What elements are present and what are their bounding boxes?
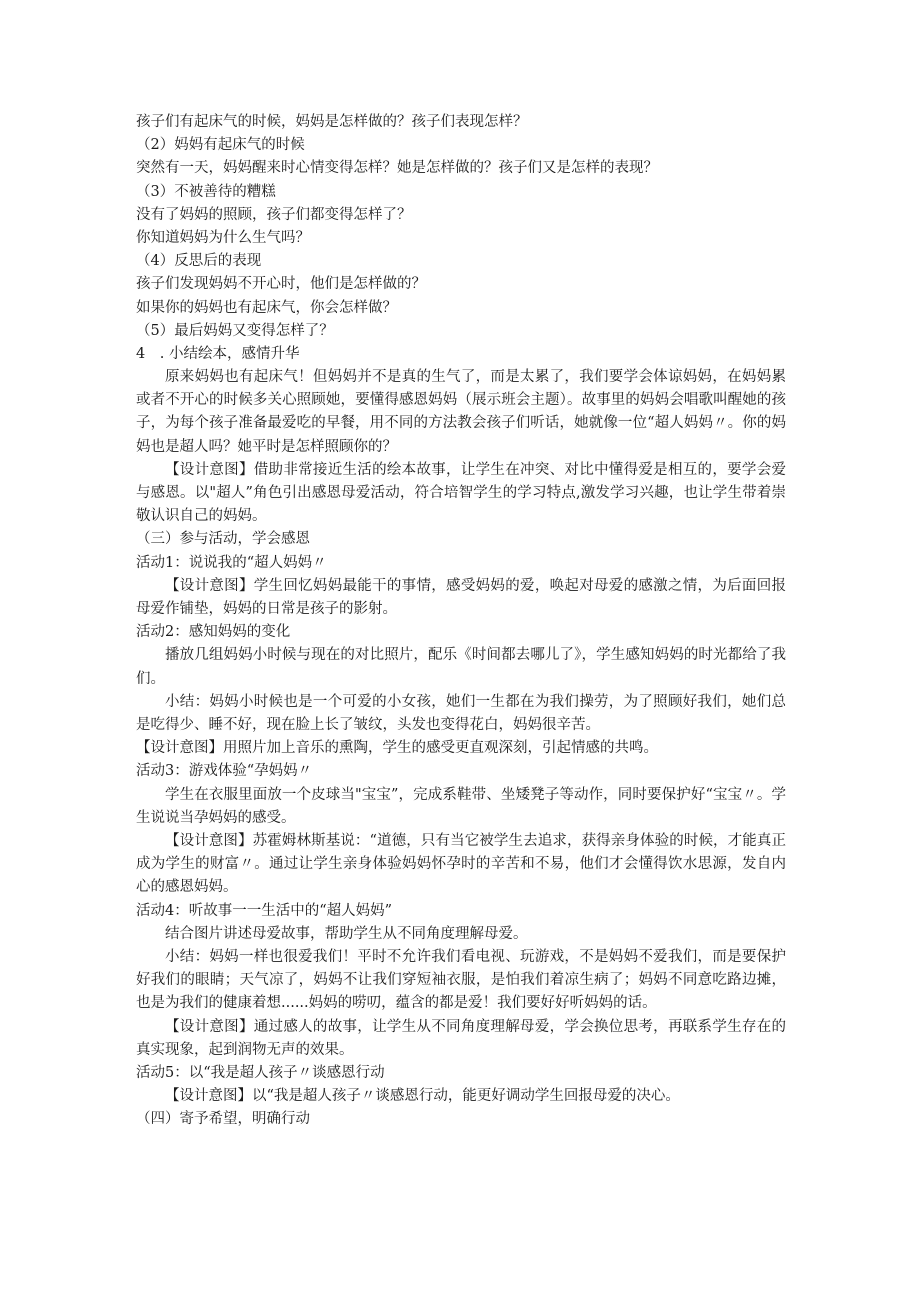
activity-heading: 活动2：感知妈妈的变化 [136,624,291,641]
design-intent-paragraph: 【设计意图】学生回忆妈妈最能干的事情，感受妈妈的爱，唤起对母爱的感激之情，为后面回报母爱作铺垫，妈妈的日常是孩子的影射。 [136,577,786,618]
section-heading: （四）寄予希望，明确行动 [136,1111,310,1128]
paragraph: 学生在衣服里面放一个皮球当"宝宝”，完成系鞋带、坐矮凳子等动作，同时要保护好“宝宝〃。学生说说当孕妈妈的感受。 [136,786,786,826]
text-line: 如果你的妈妈也有起床气，你会怎样做？ [136,299,397,316]
subheading: （4）反思后的表现 [136,253,262,270]
text-line: 突然有一天，妈妈醒来时心情变得怎样？她是怎样做的？孩子们又是怎样的表现？ [136,160,658,177]
design-intent-paragraph: 【设计意图】用照片加上音乐的熏陶，学生的感受更直观深刻，引起情感的共鸣。 [136,740,658,757]
design-intent-paragraph: 【设计意图】通过感人的故事，让学生从不同角度理解母爱，学会换位思考，再联系学生存在的真实现象，起到润物无声的效果。 [136,1018,786,1058]
summary-paragraph: 小结：妈妈小时候也是一个可爱的小女孩，她们一生都在为我们操劳，为了照顾好我们，她们总是吃得少、睡不好，现在脸上长了皱纹，头发也变得花白，妈妈很辛苦。 [136,693,786,734]
subheading: （2）妈妈有起床气的时候 [136,137,305,154]
paragraph-summary: 原来妈妈也有起床气！但妈妈并不是真的生气了，而是太累了，我们要学会体谅妈妈，在妈妈累或者不开心的时候多关心照顾她，要懂得感恩妈妈（展示班会主题）。故事里的妈妈会唱歌叫醒她的孩子，为每个孩子准备最爱吃的早餐，用不同的方法教会孩子们听话，她就像一位“超人妈妈〃。你的妈妈也是超人吗？她平时是怎样照顾你的？ [136,369,786,455]
section-heading: （三）参与活动，学会感恩 [136,531,310,548]
subheading: （5）最后妈妈又变得怎样了？ [136,322,334,339]
summary-paragraph: 小结：妈妈一样也很爱我们！平时不允许我们看电视、玩游戏，不是妈妈不爱我们，而是要保护好我们的眼睛；天气凉了，妈妈不让我们穿短袖衣服，是怕我们着凉生病了；妈妈不同意吃路边摊，也是为我们的健康着想......妈妈的唠叨，蕴含的都是爱！我们要好好听妈妈的话。 [136,949,786,1012]
subheading: （3）不被善待的糟糕 [136,183,276,200]
text-line: 没有了妈妈的照顾，孩子们都变得怎样了？ [136,206,412,223]
paragraph: 播放几组妈妈小时候与现在的对比照片，配乐《时间都去哪儿了》，学生感知妈妈的时光都给了我们。 [136,647,786,687]
activity-heading: 活动5：以“我是超人孩子〃谈感恩行动 [136,1065,385,1082]
paragraph: 结合图片讲述母爱故事，帮助学生从不同角度理解母爱。 [165,925,528,942]
text-line: 孩子们有起床气的时候，妈妈是怎样做的？孩子们表现怎样？ [136,114,528,130]
activity-heading: 活动4：听故事一一生活中的“超人妈妈” [136,902,393,919]
section-heading: 4 . 小结绘本，感情升华 [136,345,300,362]
text-line: 你知道妈妈为什么生气吗？ [136,229,310,246]
design-intent-paragraph: 【设计意图】借助非常接近生活的绘本故事，让学生在冲突、对比中懂得爱是相互的，要学会爱与感恩。以"超人”角色引出感恩母爱活动，符合培智学生的学习特点,激发学习兴趣，也让学生带着崇敬认识自己的妈妈。 [136,461,786,525]
design-intent-paragraph: 【设计意图】苏霍姆林斯基说：“道德，只有当它被学生去追求，获得亲身体验的时候，才能真正成为学生的财富〃。通过让学生亲身体验妈妈怀孕时的辛苦和不易，他们才会懂得饮水思源，发自内心的感恩妈妈。 [136,833,786,896]
activity-heading: 活动1：说说我的“超人妈妈〃 [136,554,327,571]
document-body [136,111,786,1132]
design-intent-paragraph: 【设计意图】以“我是超人孩子〃谈感恩行动，能更好调动学生回报母爱的决心。 [165,1088,680,1105]
activity-heading: 活动3：游戏体验“孕妈妈〃 [136,763,313,780]
text-line: 孩子们发现妈妈不开心时，他们是怎样做的？ [136,276,426,293]
